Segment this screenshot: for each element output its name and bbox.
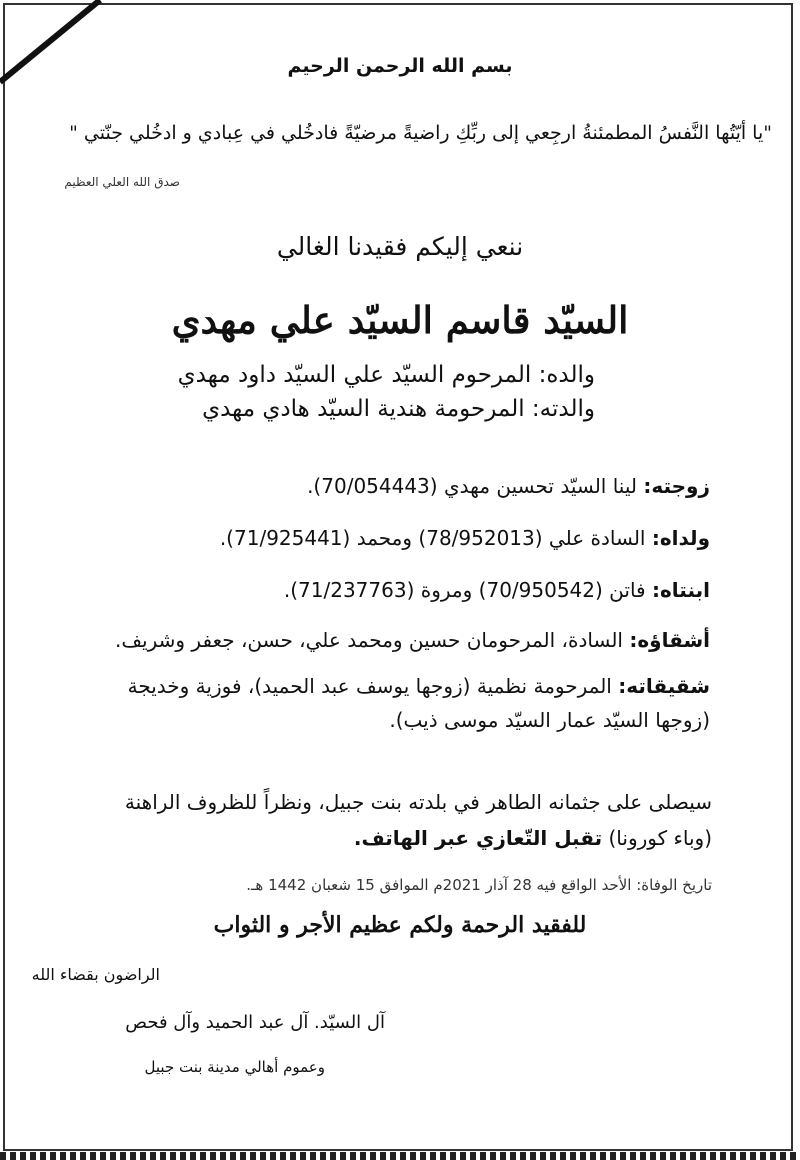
sisters-text: المرحومة نظمية (زوجها يوسف عبد الحميد)، فوزية وخديجة: [127, 674, 619, 698]
sisters-line-2: (زوجها السيّد عمار السيّد موسى ذيب).: [389, 708, 710, 732]
signature-line-1: الراضون بقضاء الله: [31, 965, 160, 984]
funeral-line-2: [354, 826, 712, 850]
wife-text: لينا السيّد تحسين مهدي (70/054443).: [307, 474, 644, 498]
wife-label: زوجته:: [643, 474, 710, 498]
brothers-line: [115, 628, 710, 652]
daughters-line: [284, 578, 710, 602]
sisters-label: شقيقاته:: [618, 674, 710, 698]
sadaq-line: صدق الله العلي العظيم: [64, 175, 180, 189]
daughters-text: فاتن (70/950542) ومروة (71/237763).: [283, 578, 652, 602]
sons-text: السادة علي (78/952013) ومحمد (71/925441).: [219, 526, 652, 550]
deceased-name: السيّد قاسم السيّد علي مهدي: [171, 298, 629, 342]
intro-line: ننعي إليكم فقيدنا الغالي: [276, 232, 524, 261]
closing-prayer: للفقيد الرحمة ولكم عظيم الأجر و الثواب: [213, 912, 587, 938]
daughters-label: ابنتاه:: [651, 578, 710, 602]
funeral-line-1: سيصلى على جثمانه الطاهر في بلدته بنت جبيل، ونظراً للظروف الراهنة: [124, 790, 712, 814]
father-line: والده: المرحوم السيّد علي السيّد داود مهدي: [177, 362, 595, 388]
sons-label: ولداه:: [651, 526, 710, 550]
death-date: تاريخ الوفاة: الأحد الواقع فيه 28 آذار 2021م الموافق 15 شعبان 1442 هـ.: [246, 876, 712, 894]
signature-line-3: وعموم أهالي مدينة بنت جبيل: [144, 1058, 325, 1076]
quran-verse: "يا أيّتُها النَّفسُ المطمئنةُ ارجِعي إلى ربِّكِ راضيةً مرضيّةً فادخُلي في عِبادي و ادخُلي جنّتي ": [69, 122, 772, 144]
sisters-line: [128, 674, 710, 698]
bottom-border: [0, 1152, 800, 1160]
brothers-label: أشقاؤه:: [629, 628, 710, 652]
signature-line-2: آل السيّد. آل عبد الحميد وآل فحص: [125, 1012, 385, 1033]
sons-line: [220, 526, 710, 550]
mother-line: والدته: المرحومة هندية السيّد هادي مهدي: [202, 396, 595, 422]
funeral-line-2-prefix: (وباء كورونا): [602, 826, 712, 850]
bismillah: بسم الله الرحمن الرحيم: [287, 55, 513, 77]
brothers-text: السادة، المرحومان حسين ومحمد علي، حسن، جعفر وشريف.: [114, 628, 630, 652]
condolence-phone-note: تقبل التّعازي عبر الهاتف.: [353, 826, 603, 850]
wife-line: [307, 474, 710, 498]
